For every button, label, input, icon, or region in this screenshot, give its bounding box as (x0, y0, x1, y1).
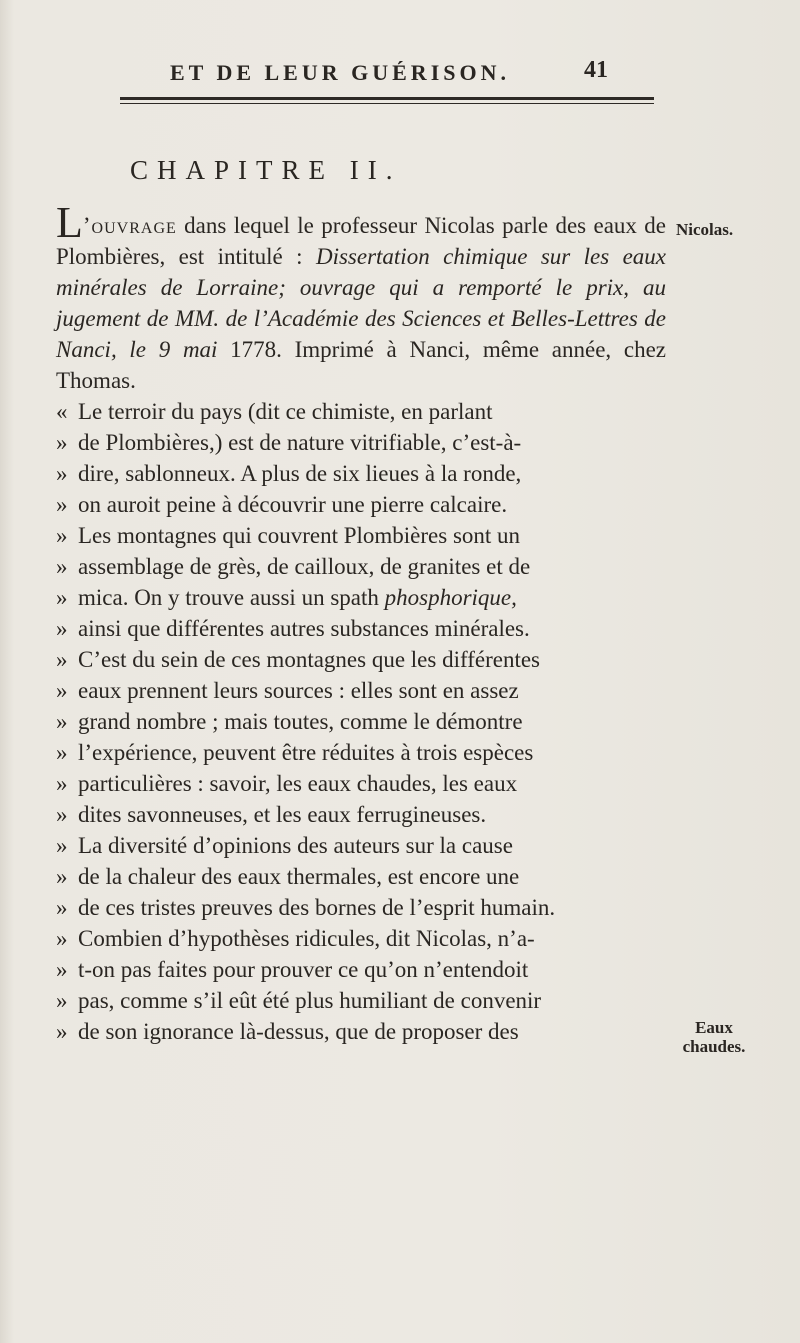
quote-mark: » (56, 709, 68, 734)
quote-line (56, 427, 666, 458)
margin-note-nicolas: Nicolas. (676, 220, 734, 239)
quote-mark: » (56, 554, 68, 579)
quote-line (56, 551, 666, 582)
quote-line-text: de la chaleur des eaux thermales, est encore une (78, 864, 520, 889)
quote-line (56, 644, 666, 675)
drop-cap: L (56, 198, 83, 247)
page-number: 41 (584, 57, 608, 83)
quote-mark: » (56, 988, 68, 1013)
quote-line-text: de ces tristes preuves des bornes de l’esprit humain. (78, 895, 556, 920)
quote-mark: » (56, 1019, 68, 1044)
quote-line-text: La diversité d’opinions des auteurs sur la cause (78, 833, 513, 858)
quote-line-text: particulières : savoir, les eaux chaudes, les eaux (78, 771, 518, 796)
quote-line-text: t-on pas faites pour prouver ce qu’on n’entendoit (78, 957, 529, 982)
quote-line (56, 954, 666, 985)
quote-mark: » (56, 492, 68, 517)
quote-mark: » (56, 771, 68, 796)
quote-mark: » (56, 802, 68, 827)
publication-info: 1778. Imprimé à Nanci, même année, chez Thomas. (56, 337, 666, 393)
quote-line-text: dites savonneuses, et les eaux ferrugineuses. (78, 802, 487, 827)
quote-line (56, 830, 666, 861)
quote-line (56, 706, 666, 737)
quote-line (56, 520, 666, 551)
quote-line (56, 985, 666, 1016)
quote-mark: » (56, 647, 68, 672)
margin-note-eaux-chaudes (676, 1018, 752, 1056)
margin-note-eaux-line1: Eaux (695, 1018, 733, 1037)
quote-line (56, 396, 666, 427)
quote-line-text: Le terroir du pays (dit ce chimiste, en parlant (78, 399, 493, 424)
header-rule-thick (120, 97, 654, 100)
quote-mark: » (56, 864, 68, 889)
dissertation-title: Dissertation chimique sur les eaux minérales de Lorraine; ouvrage qui a remporté le prix, au jugement de MM. de l’Académie des Sciences et Belles-Lettres de Nanci, le 9 mai (56, 244, 666, 362)
quote-line (56, 675, 666, 706)
quote-line-text: de son ignorance là-dessus, que de proposer des (78, 1019, 519, 1044)
quote-mark: » (56, 430, 68, 455)
quote-line-text: Les montagnes qui couvrent Plombières sont un (78, 523, 521, 548)
quote-mark: » (56, 585, 68, 610)
quote-line (56, 768, 666, 799)
quote-line-text: on auroit peine à découvrir une pierre calcaire. (78, 492, 508, 517)
quote-line (56, 737, 666, 768)
paragraph-intro (56, 198, 666, 396)
body-text (56, 198, 666, 1047)
quote-line-text: ainsi que différentes autres substances minérales. (78, 616, 530, 641)
intro-smallcaps: ’ouvrage (82, 213, 177, 238)
quote-mark: » (56, 740, 68, 765)
quote-mark: » (56, 678, 68, 703)
quote-line-text: mica. On y trouve aussi un spath (78, 585, 379, 610)
quote-line (56, 1016, 666, 1047)
phosphorique-italic: phosphorique, (384, 585, 517, 610)
quote-mark: » (56, 461, 68, 486)
quote-mark: » (56, 895, 68, 920)
quote-line (56, 613, 666, 644)
quote-mark: » (56, 616, 68, 641)
quotation-block (56, 396, 666, 1047)
quote-line-text: assemblage de grès, de cailloux, de granites et de (78, 554, 531, 579)
quote-line-text: l’expérience, peuvent être réduites à trois espèces (78, 740, 534, 765)
quote-line (56, 489, 666, 520)
margin-note-eaux-line2: chaudes. (682, 1037, 746, 1056)
quote-line (56, 892, 666, 923)
running-title: ET DE LEUR GUÉRISON. (170, 60, 510, 85)
quote-line (56, 458, 666, 489)
quote-mark: » (56, 833, 68, 858)
quote-line (56, 861, 666, 892)
quote-line-text: pas, comme s’il eût été plus humiliant de convenir (78, 988, 542, 1013)
quote-line-text: C’est du sein de ces montagnes que les différentes (78, 647, 540, 672)
quote-line (56, 582, 666, 613)
quote-line-text: Combien d’hypothèses ridicules, dit Nicolas, n’a- (78, 926, 535, 951)
quote-line-text: de Plombières,) est de nature vitrifiable, c’est-à- (78, 430, 522, 455)
quote-mark: » (56, 523, 68, 548)
header-rule-thin (120, 103, 654, 104)
quote-mark: « (56, 399, 68, 424)
quote-line-text: dire, sablonneux. A plus de six lieues à la ronde, (78, 461, 522, 486)
quote-line (56, 923, 666, 954)
quote-line-text: grand nombre ; mais toutes, comme le démontre (78, 709, 523, 734)
quote-mark: » (56, 926, 68, 951)
quote-line-text: eaux prennent leurs sources : elles sont en assez (78, 678, 519, 703)
quote-mark: » (56, 957, 68, 982)
quote-line (56, 799, 666, 830)
intro-text: dans lequel le professeur Nicolas parle des eaux de Plombières, est intitulé : (56, 213, 666, 269)
chapter-title: CHAPITRE II. (130, 155, 402, 185)
